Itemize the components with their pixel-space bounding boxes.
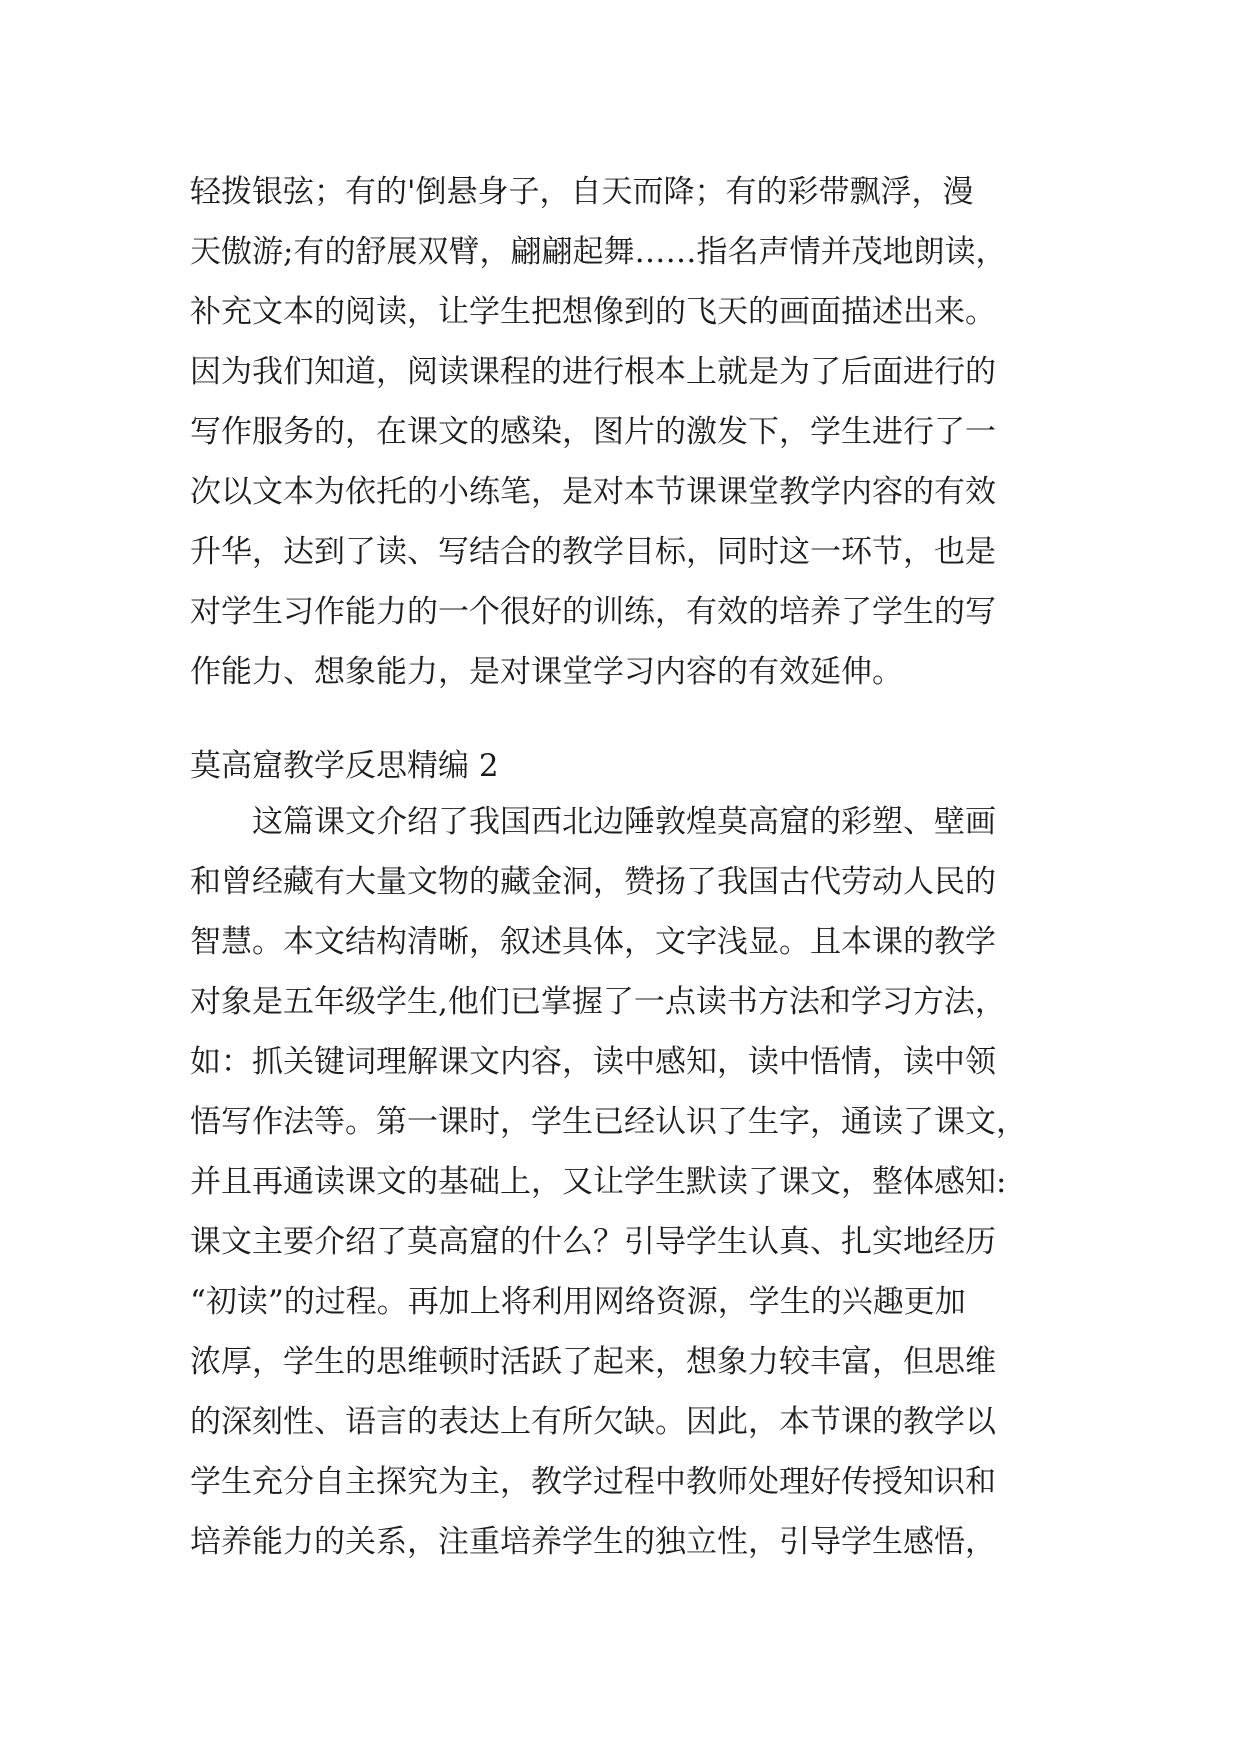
text-line: 因为我们知道，阅读课程的进行根本上就是为了后面进行的 <box>190 354 996 390</box>
paragraph-body <box>190 792 1070 1572</box>
text-line: 和曾经藏有大量文物的藏金洞，赞扬了我国古代劳动人民的 <box>190 864 996 900</box>
text-line: 并且再通读课文的基础上，又让学生默读了课文，整体感知: <box>190 1164 1007 1200</box>
text-line: 智慧。本文结构清晰，叙述具体，文字浅显。且本课的教学 <box>190 924 996 960</box>
text-line: 升华，达到了读、写结合的教学目标，同时这一环节，也是 <box>190 534 996 570</box>
text-line: 写作服务的，在课文的感染，图片的激发下，学生进行了一 <box>190 414 996 450</box>
text-line: 轻拨银弦；有的'倒悬身子，自天而降；有的彩带飘浮，漫 <box>190 174 974 210</box>
text-line: 培养能力的关系，注重培养学生的独立性，引导学生感悟， <box>190 1524 996 1560</box>
text-line: 对象是五年级学生,他们已掌握了一点读书方法和学习方法， <box>190 984 1006 1020</box>
text-line: 补充文本的阅读，让学生把想像到的飞天的画面描述出来。 <box>190 294 996 330</box>
section-heading: 莫高窟教学反思精编 2 <box>190 748 499 784</box>
text-line: 天傲游;有的舒展双臂，翩翩起舞……指名声情并茂地朗读， <box>190 234 1007 270</box>
paragraph-continuation <box>190 162 1070 702</box>
text-line: 对学生习作能力的一个很好的训练，有效的培养了学生的写 <box>190 594 996 630</box>
text-line: 浓厚，学生的思维顿时活跃了起来，想象力较丰富，但思维 <box>190 1344 996 1380</box>
text-line: 的深刻性、语言的表达上有所欠缺。因此，本节课的教学以 <box>190 1404 996 1440</box>
text-line: “初读”的过程。再加上将利用网络资源，学生的兴趣更加 <box>190 1284 966 1320</box>
text-line: 作能力、想象能力，是对课堂学习内容的有效延伸。 <box>190 654 903 690</box>
text-line: 如：抓关键词理解课文内容，读中感知，读中悟情，读中领 <box>190 1044 996 1080</box>
text-line: 这篇课文介绍了我国西北边陲敦煌莫高窟的彩塑、壁画 <box>190 804 996 840</box>
text-line: 悟写作法等。第一课时，学生已经认识了生字，通读了课文， <box>190 1104 1027 1140</box>
text-line: 课文主要介绍了莫高窟的什么？引导学生认真、扎实地经历 <box>190 1224 996 1260</box>
text-line: 学生充分自主探究为主，教学过程中教师处理好传授知识和 <box>190 1464 996 1500</box>
text-line: 次以文本为依托的小练笔，是对本节课课堂教学内容的有效 <box>190 474 996 510</box>
